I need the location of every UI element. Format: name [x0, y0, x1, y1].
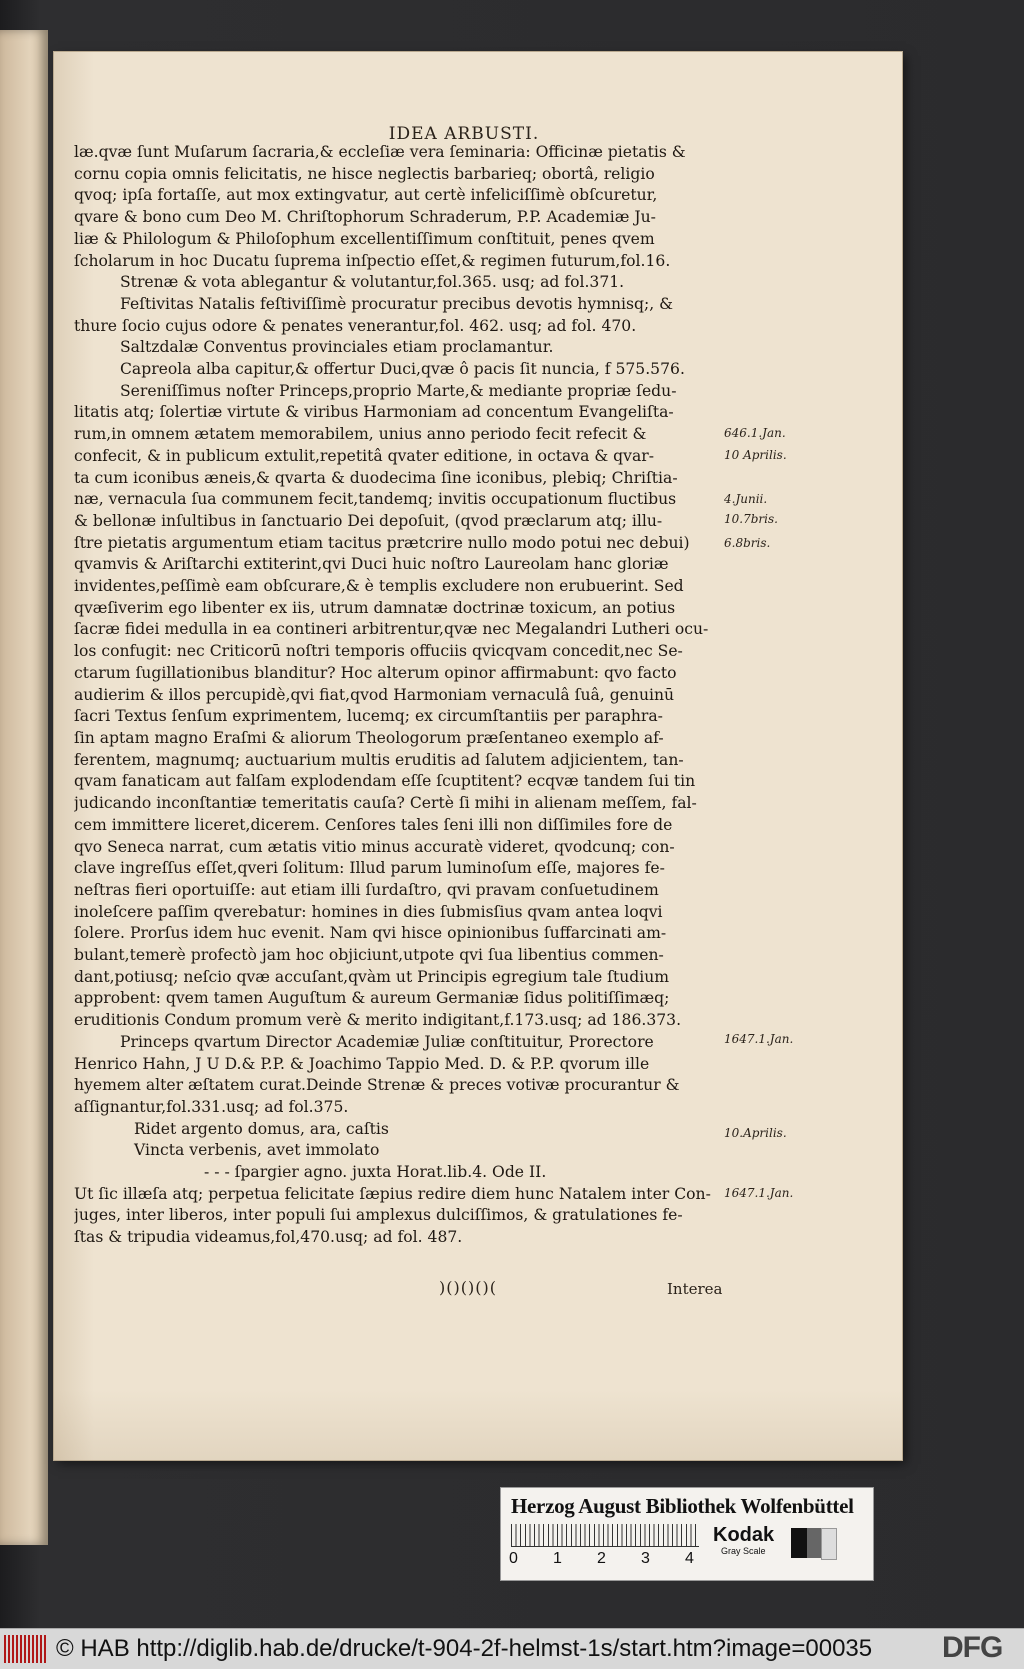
margin-note: 1647.1.Jan. — [724, 1186, 794, 1200]
margin-note: 10.Aprilis. — [724, 1126, 787, 1140]
text-line: ſacri Textus ſenſum exprimentem, lucemq; ex circumſtantiis per paraphra- — [74, 707, 663, 726]
text-line: qvæſiverim ego libenter ex iis, utrum damnatæ doctrinæ toxicum, an potius — [74, 598, 676, 617]
text-line: Sereniſſimus noſter Princeps,proprio Marte,& mediante propriæ ſedu- — [120, 381, 677, 400]
text-line: judicando inconſtantiæ temeritatis cauſa? Certè ſi mihi in alienam meſſem, fal- — [74, 794, 697, 813]
text-line: rum,in omnem ætatem memorabilem, unius anno periodo fecit refecit & — [74, 425, 647, 444]
verse-line: - - - ſpargier agno. juxta Horat.lib.4. Ode II. — [204, 1163, 547, 1182]
text-line: ſtre pietatis argumentum etiam tacitus prætcrire nullo modo potui nec debui) — [74, 533, 690, 552]
dfg-logo: DFG — [942, 1631, 1003, 1664]
text-line: hyemem alter æſtatem curat.Deinde Strenæ & preces votivæ procurantur & — [74, 1076, 680, 1095]
margin-note: 10 Aprilis. — [724, 448, 787, 462]
text-line: dant,potiusq; neſcio qvæ accuſant,qvàm ut Principis egregium tale ſtudium — [74, 967, 670, 986]
ornament: )()()()( — [439, 1278, 497, 1297]
text-line: approbent: qvem tamen Auguſtum & aureum Germaniæ ſidus politiſſimæq; — [74, 989, 670, 1008]
text-line: ferentem, magnumq; auctuarium multis eruditis ad ſalutem adjicientem, tan- — [74, 750, 684, 769]
barcode-icon — [4, 1635, 46, 1663]
gray-swatch-light — [821, 1528, 837, 1560]
library-name: Herzog August Bibliothek Wolfenbüttel — [511, 1494, 854, 1518]
library-color-card — [500, 1487, 874, 1581]
text-line: liæ & Philologum & Philoſophum excellentiſſimum conſtituit, penes qvem — [74, 229, 655, 248]
text-line: bulant,temerè profectò jam hoc objiciunt,utpote qvi ſua libentius commen- — [74, 946, 664, 965]
text-line: ſin aptam magno Eraſmi & aliorum Theologorum præſentaneo exemplo af- — [74, 728, 664, 747]
text-line: thure ſocio cujus odore & penates venerantur,fol. 462. usq; ad fol. 470. — [74, 316, 637, 335]
text-line: ſolere. Prorſus idem huc evenit. Nam qvi hisce opinionibus ſuffarcinati am- — [74, 924, 667, 943]
verse-line: Vincta verbenis, avet immolato — [134, 1141, 380, 1160]
text-line: ſacræ fidei medulla in ea contineri arbitrentur,qvæ nec Megalandri Lutheri ocu- — [74, 620, 709, 639]
text-line: cornu copia omnis felicitatis, ne hisce neglectis barbarieq; obortâ, religio — [74, 164, 655, 183]
gray-scale-label: Gray Scale — [721, 1546, 766, 1556]
text-line: & bellonæ inſultibus in ſanctuario Dei depoſuit, (qvod præclarum atq; illu- — [74, 511, 663, 530]
text-line: ſtas & tripudia videamus,fol,470.usq; ad fol. 487. — [74, 1228, 463, 1247]
footer-bar — [0, 1628, 1024, 1669]
text-line: ctarum ſugillationibus blanditur? Hoc alterum opinor affirmabunt: qvo facto — [74, 663, 677, 682]
text-line: qvo Seneca narrat, cum ætatis vitio minus accuratè videret, qvodcunq; con- — [74, 837, 675, 856]
ruler-number: 3 — [641, 1550, 650, 1567]
measurement-ruler — [511, 1524, 699, 1547]
text-line: litatis atq; ſolertiæ virtute & viribus Harmoniam ad concentum Evangeliſta- — [74, 403, 674, 422]
text-line: qvare & bono cum Deo M. Chriſtophorum Schraderum, P.P. Academiæ Ju- — [74, 208, 656, 227]
ruler-number: 1 — [553, 1550, 562, 1567]
text-line: Princeps qvartum Director Academiæ Juliæ conſtituitur, Prorectore — [120, 1032, 654, 1051]
text-line: invidentes,peſſimè eam obſcurare,& è templis excludere non erubuerint. Sed — [74, 577, 684, 596]
running-head: IDEA ARBUSTI. — [388, 124, 540, 144]
verse-line: Ridet argento domus, ara, caſtis — [134, 1119, 389, 1138]
margin-note: 4.Junii. — [724, 492, 768, 506]
text-line: audierim & illos percupidè,qvi fiat,qvod Harmoniam vernaculâ ſuâ, genuinū — [74, 685, 675, 704]
ruler-number: 0 — [509, 1550, 518, 1567]
kodak-logo: Kodak — [713, 1524, 775, 1546]
adjacent-page-edge — [0, 30, 48, 1545]
text-line: los confugit: nec Criticorū noſtri temporis offuciis qvicqvam concedit,nec Se- — [74, 642, 683, 661]
footer-url[interactable]: © HAB http://diglib.hab.de/drucke/t-904-2f-helmst-1s/start.htm?image=00035 — [56, 1635, 873, 1662]
gray-swatch-mid — [807, 1528, 821, 1558]
margin-note: 1647.1.Jan. — [724, 1032, 794, 1046]
text-line: qvam fanaticam aut falſam explodendam eſſe ſcuptitent? ecqvæ tandem ſui tin — [74, 772, 696, 791]
text-line: læ.qvæ ſunt Muſarum ſacraria,& eccleſiæ vera ſeminaria: Officinæ pietatis & — [74, 143, 686, 161]
text-line: næ, vernacula ſua communem fecit,tandemq; invitis occupationum fluctibus — [74, 490, 677, 509]
book-page — [54, 52, 902, 1460]
margin-note: 6.8bris. — [724, 536, 771, 550]
ruler-number: 4 — [685, 1550, 694, 1567]
text-line: aſſignantur,fol.331.usq; ad fol.375. — [74, 1097, 349, 1116]
text-line: Feſtivitas Natalis feſtiviſſimè procuratur precibus devotis hymnisq;, & — [120, 294, 674, 313]
text-line: cem immittere liceret,dicerem. Cenſores tales ſeni illi non diſſimiles fore de — [74, 815, 673, 834]
text-line: inoleſcere paſſim qverebatur: homines in dies ſubmisſius qvam antea loqvi — [74, 902, 663, 921]
text-line: juges, inter liberos, inter populi ſui amplexus dulciſſimos, & gratulationes fe- — [74, 1206, 683, 1225]
text-line: qvamvis & Ariſtarchi extiterint,qvi Duci huic noſtro Laureolam hanc gloriæ — [74, 555, 669, 574]
body-text — [74, 142, 719, 1249]
text-line: Strenæ & vota ablegantur & volutantur,fol.365. usq; ad fol.371. — [120, 273, 625, 292]
text-line: ſcholarum in hoc Ducatu ſuprema inſpectio eſſet,& regimen futurum,fol.16. — [74, 251, 671, 270]
text-line: Henrico Hahn, J U D.& P.P. & Joachimo Tappio Med. D. & P.P. qvorum ille — [74, 1054, 650, 1073]
margin-note: 10.7bris. — [724, 512, 778, 526]
ruler-number: 2 — [597, 1550, 606, 1567]
text-line: eruditionis Condum promum verè & merito indigitant,f.173.usq; ad 186.373. — [74, 1011, 682, 1030]
text-line: neſtras fieri oportuiſſe: aut etiam illi ſurdaſtro, qvi pravam conſuetudinem — [74, 880, 659, 899]
text-line: Saltzdalæ Conventus provinciales etiam proclamantur. — [120, 338, 554, 357]
text-line: confecit, & in publicum extulit,repetitâ qvater editione, in octava & qvar- — [74, 446, 654, 465]
margin-note: 646.1.Jan. — [724, 426, 786, 440]
text-line: qvoq; ipſa fortaſſe, aut mox extingvatur, aut certè infeliciſſimè obſcuretur, — [74, 186, 658, 205]
text-line: Ut ſic illæſa atq; perpetua felicitate ſæpius redire diem hunc Natalem inter Con- — [74, 1184, 711, 1203]
catchword: Interea — [667, 1280, 723, 1298]
text-line: Capreola alba capitur,& offertur Duci,qvæ ô pacis ſit nuncia, f 575.576. — [120, 360, 685, 379]
text-line: clave ingreſſus eſſet,qveri ſolitum: Illud parum luminoſum eſſe, majores fe- — [74, 859, 665, 878]
text-line: ta cum iconibus æneis,& qvarta & duodecima ſine iconibus, plebiq; Chriſtia- — [74, 468, 678, 487]
gray-swatch-black — [791, 1528, 807, 1558]
